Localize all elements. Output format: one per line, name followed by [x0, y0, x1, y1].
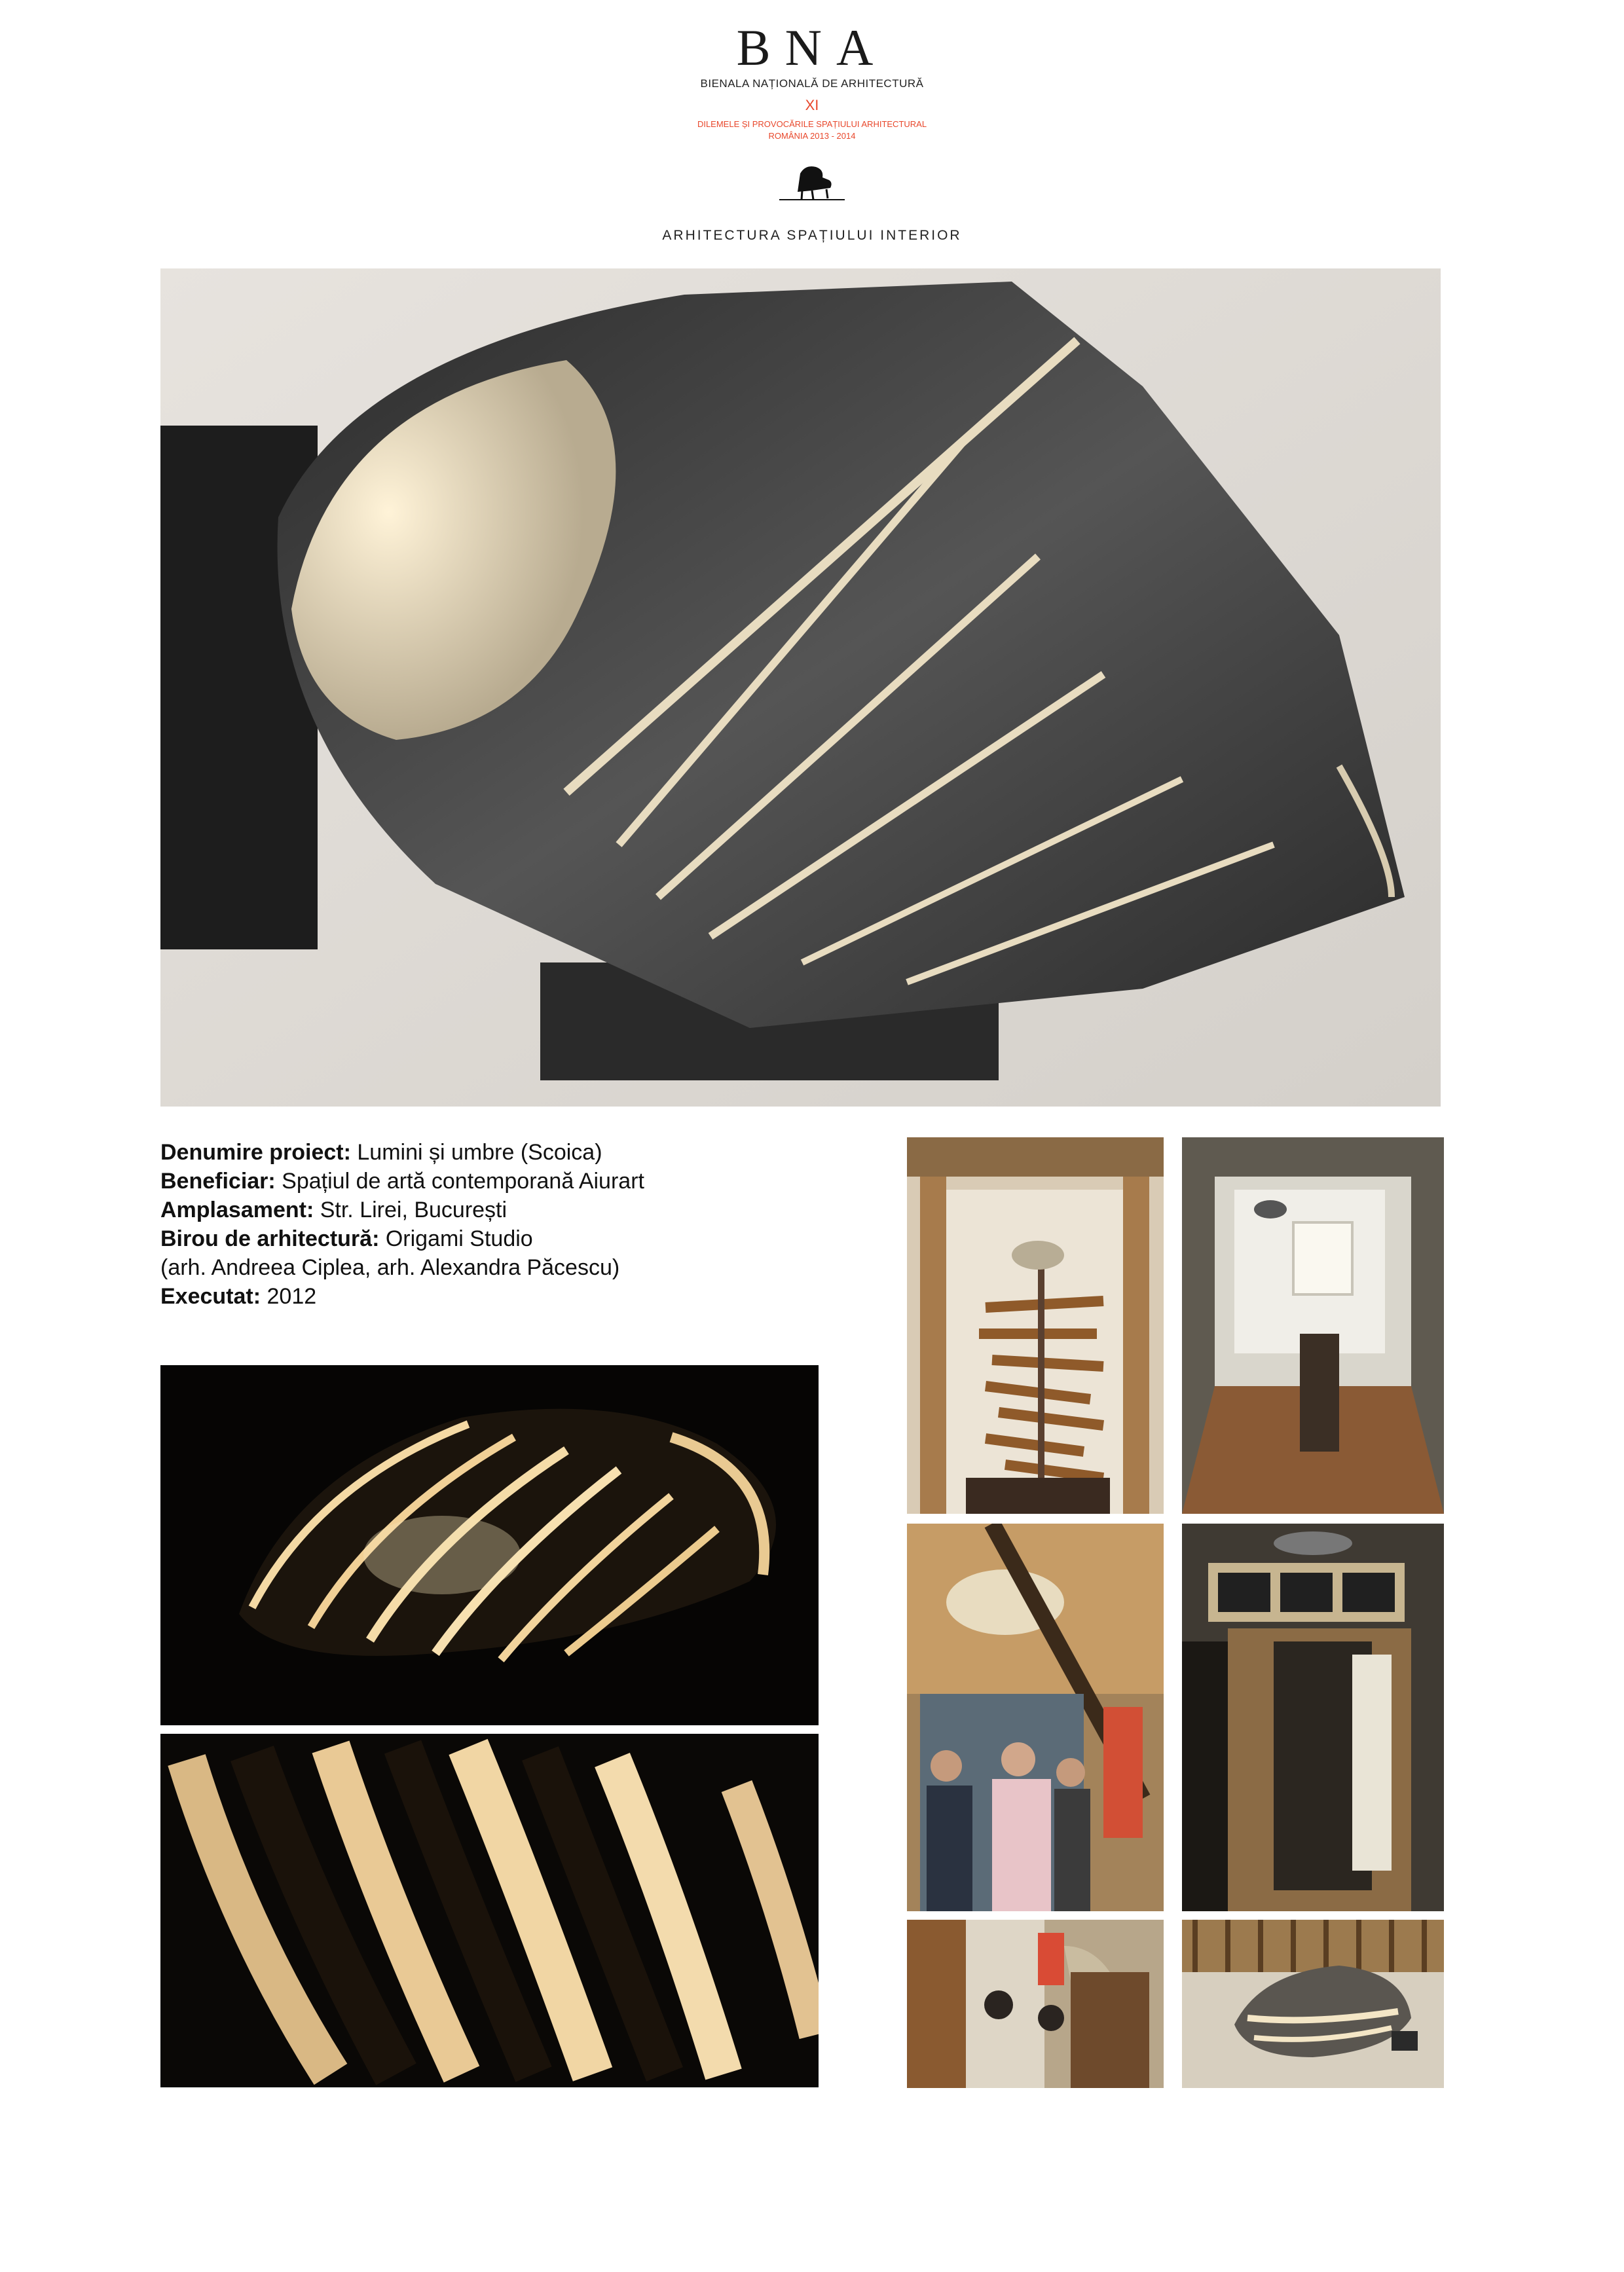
year-row: [160, 1282, 815, 1311]
chair-logo-icon: [766, 160, 858, 206]
doorway-photo: [1182, 1524, 1444, 1911]
office-row: [160, 1224, 815, 1253]
office-label: Birou de arhitectură:: [160, 1226, 380, 1251]
year-value: 2012: [261, 1284, 317, 1309]
client-value: Spațiul de artă contemporană Aiurart: [275, 1169, 644, 1194]
lamp-night-photo-1: [160, 1365, 819, 1725]
bna-logo: BNA: [736, 19, 888, 76]
lamp-night-photo-2: [160, 1734, 819, 2087]
project-name-row: [160, 1138, 815, 1167]
main-shell-lamp-photo: [160, 268, 1441, 1107]
lamp-ceiling-photo: [1182, 1920, 1444, 2088]
client-row: [160, 1167, 815, 1196]
office-value: Origami Studio: [379, 1226, 533, 1251]
project-name-value: Lumini și umbre (Scoica): [350, 1140, 602, 1165]
edition-number: XI: [805, 97, 819, 113]
visitors-photo: [907, 1524, 1164, 1911]
location-label: Amplasament:: [160, 1198, 314, 1222]
section-title: ARHITECTURA SPAȚIULUI INTERIOR: [662, 228, 962, 243]
client-label: Beneficiar:: [160, 1169, 276, 1194]
theme-line-1: DILEMELE ȘI PROVOCĂRILE SPAȚIULUI ARHITECTURAL: [697, 119, 927, 129]
authors-value: (arh. Andreea Ciplea, arh. Alexandra Păcescu): [160, 1255, 620, 1280]
project-info: [160, 1138, 815, 1311]
stair-from-above-photo: [907, 1920, 1164, 2088]
theme-line-2: ROMÂNIA 2013 - 2014: [768, 131, 856, 141]
location-row: [160, 1196, 815, 1224]
biennial-name: BIENALA NAȚIONALĂ DE ARHITECTURĂ: [700, 77, 924, 90]
authors-row: [160, 1253, 815, 1282]
spiral-stair-photo: [907, 1137, 1164, 1514]
year-label: Executat:: [160, 1284, 261, 1309]
location-value: Str. Lirei, București: [314, 1198, 507, 1222]
corridor-photo: [1182, 1137, 1444, 1514]
project-name-label: Denumire proiect:: [160, 1140, 351, 1165]
